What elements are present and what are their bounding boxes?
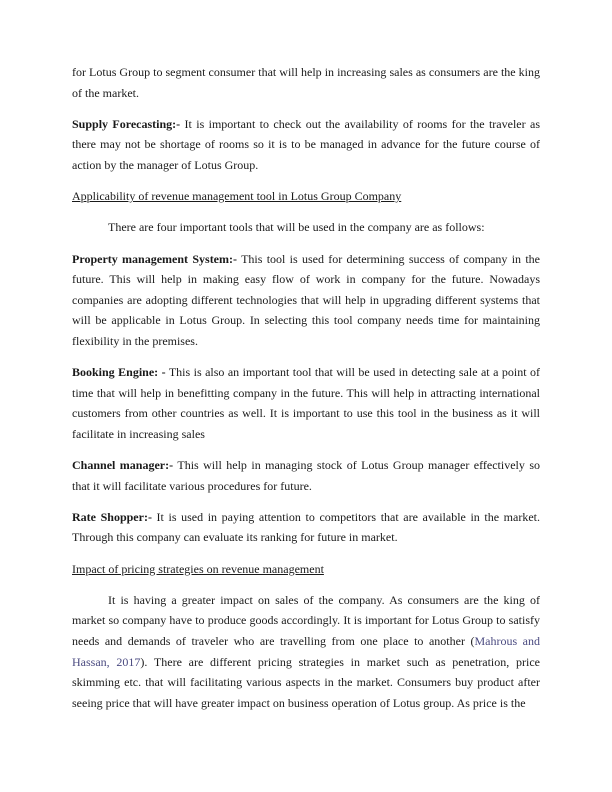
property-management-paragraph: [72, 249, 540, 352]
applicability-heading: Applicability of revenue management tool in Lotus Group Company: [72, 189, 402, 204]
supply-forecasting-paragraph: [72, 114, 540, 176]
supply-forecasting-term: Supply Forecasting:-: [72, 116, 181, 131]
rate-shopper-text: It is used in paying attention to competitors that are available in the market. Through this company can evaluate its ranking for future in market.: [72, 509, 541, 545]
intro-continuation-paragraph: for Lotus Group to segment consumer that will help in increasing sales as consumers are the king of the market.: [72, 65, 540, 100]
document-page: [72, 62, 540, 724]
pricing-heading: Impact of pricing strategies on revenue management: [72, 561, 324, 576]
rate-shopper-term: Rate Shopper:-: [72, 509, 152, 524]
supply-forecasting-text: It is important to check out the availability of rooms for the traveler as there may not be shortage of rooms so it is to be managed in advance for the future course of action by the manager of Lotus Group.: [72, 116, 540, 172]
tools-intro-paragraph: There are four important tools that will be used in the company are as follows:: [108, 220, 485, 235]
property-management-text: This tool is used for determining success of company in the future. This will help in making easy flow of work in company for the future. Nowadays companies are adopting different technologies that will help in upgrading different systems that will be applicable in Lotus Group. In selecting this tool company needs time for maintaining flexibility in the premises.: [72, 251, 540, 348]
pricing-impact-text-after: ). There are different pricing strategies in market such as penetration, price skimming etc. that will facilitating various aspects in the market. Consumers buy product after seeing price that will have greater impact on business operation of Lotus group. As price is the: [72, 654, 540, 710]
booking-engine-term: Booking Engine: -: [72, 365, 166, 380]
channel-manager-text: This will help in managing stock of Lotus Group manager effectively so that it will facilitate various procedures for future.: [72, 458, 541, 493]
pricing-citation: Mahrous and Hassan, 2017: [72, 634, 540, 669]
channel-manager-term: Channel manager:-: [72, 458, 174, 473]
property-management-term: Property management System:-: [72, 251, 237, 266]
channel-manager-paragraph: [72, 455, 540, 496]
booking-engine-text: This is also an important tool that will be used in detecting sale at a point of time that will help in benefitting company in the future. This will help in attracting international customers from other countries as well. It is important to use this tool in the business as it will facilitate in increasing sales: [72, 365, 540, 441]
pricing-impact-paragraph: [72, 590, 540, 714]
rate-shopper-paragraph: [72, 507, 540, 548]
pricing-impact-text-before: It is having a greater impact on sales of the company. As consumers are the king of market so company have to produce goods accordingly. It is important for Lotus Group to satisfy needs and demands of traveler who are travelling from one place to another (: [72, 592, 540, 648]
booking-engine-paragraph: [72, 362, 540, 444]
